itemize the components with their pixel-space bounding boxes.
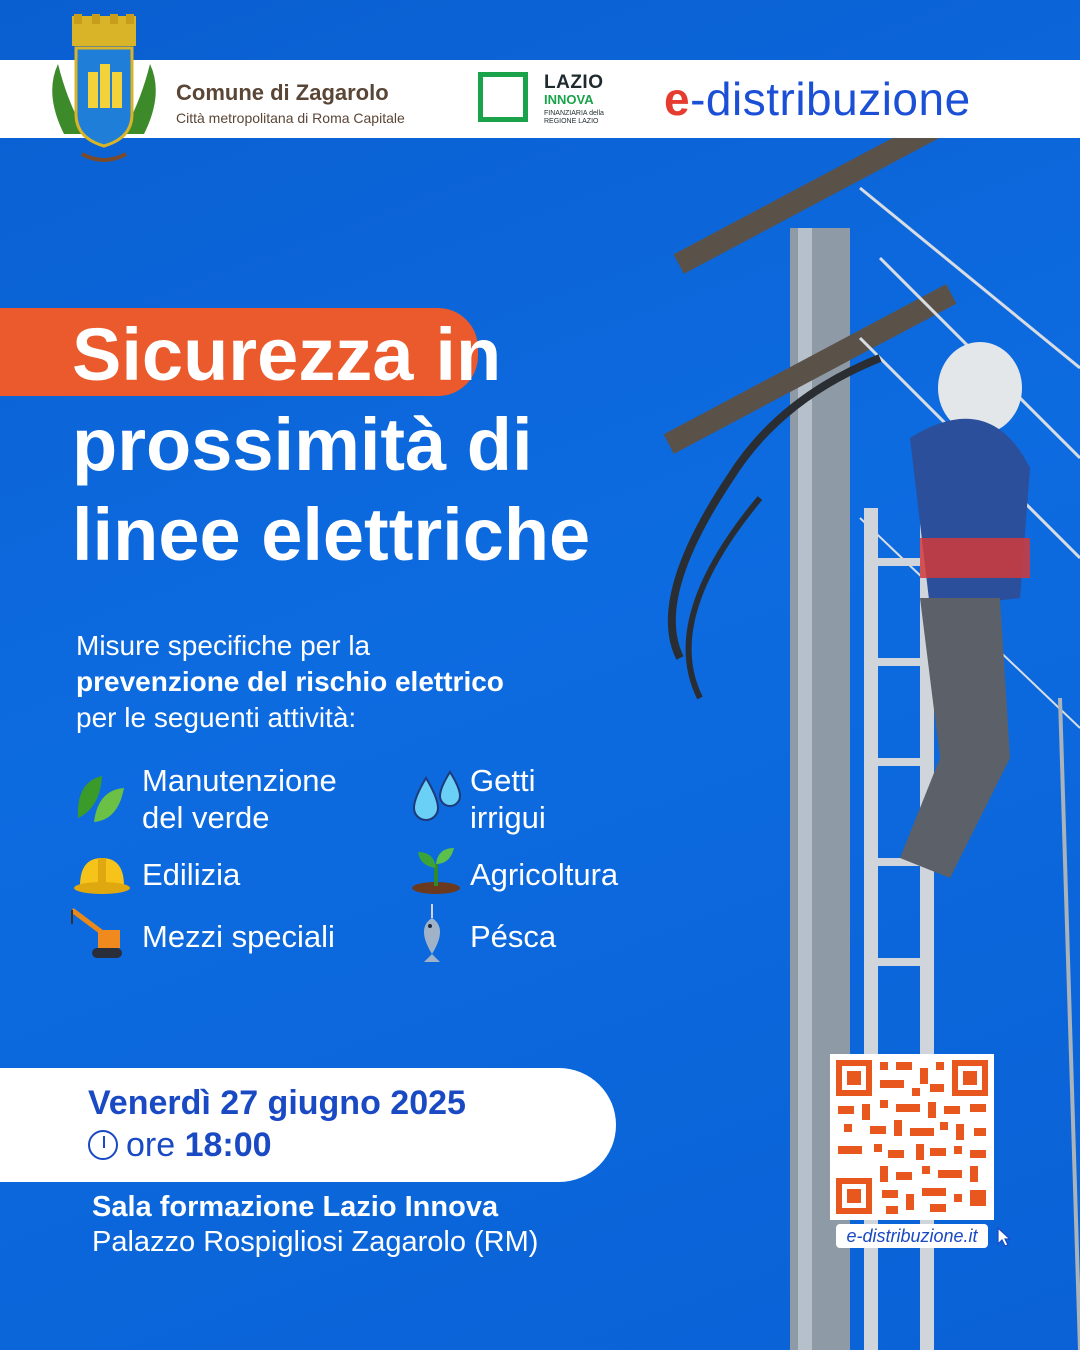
comune-subtitle: Città metropolitana di Roma Capitale	[176, 110, 405, 126]
event-venue	[92, 1190, 538, 1260]
seedling-icon	[408, 842, 466, 900]
activity-getti-irrigui	[470, 762, 546, 836]
lazio-innova-line1: LAZIO	[544, 72, 604, 93]
title-line-2: prossimità di	[72, 403, 533, 486]
activity-pesca	[470, 918, 556, 955]
comune-logo-text	[176, 80, 405, 126]
e-distribuzione-e: e	[664, 73, 691, 125]
title-line-1	[72, 310, 590, 400]
activity-manutenzione	[142, 762, 337, 836]
activity-mezzi-speciali	[142, 918, 335, 955]
intro-line-2: prevenzione del rischio elettrico	[76, 666, 504, 697]
clock-icon	[88, 1130, 118, 1160]
qr-link-label[interactable]: e-distribuzione.it	[836, 1224, 988, 1248]
activity-edilizia	[142, 856, 240, 893]
event-time-value: 18:00	[184, 1126, 272, 1164]
crane-icon	[68, 904, 126, 962]
activity-label: Getti	[470, 763, 536, 798]
hard-hat-icon	[72, 846, 130, 904]
activity-label: irrigui	[470, 800, 546, 835]
title-highlight-word: Sicurezza	[72, 313, 414, 396]
e-distribuzione-text: -distribuzione	[690, 73, 971, 125]
intro-line-3: per le seguenti attività:	[76, 702, 357, 733]
intro-line-1: Misure specifiche per la	[76, 630, 371, 661]
venue-address: Palazzo Rospigliosi Zagarolo (RM)	[92, 1226, 539, 1258]
activity-label: Agricoltura	[470, 857, 619, 892]
event-time	[88, 1126, 272, 1165]
water-drops-icon	[408, 768, 466, 826]
event-date: Venerdì 27 giugno 2025	[88, 1084, 466, 1122]
zagarolo-crest-icon	[42, 14, 166, 174]
lazio-innova-logo	[476, 68, 626, 130]
comune-name: Comune di Zagarolo	[176, 80, 389, 105]
venue-name: Sala formazione Lazio Innova	[92, 1191, 499, 1223]
lazio-innova-line3: FINANZIARIA della REGIONE LAZIO	[544, 110, 604, 125]
lazio-innova-line2: INNOVA	[544, 92, 594, 107]
fish-icon	[408, 904, 466, 962]
activity-label: del verde	[142, 800, 270, 835]
e-distribuzione-logo	[664, 72, 971, 126]
lazio-innova-mark-icon	[478, 72, 528, 122]
qr-code[interactable]	[830, 1054, 994, 1220]
activity-label: Pésca	[470, 919, 557, 954]
leaf-icon	[72, 768, 130, 826]
title-line-1-rest: in	[435, 313, 502, 396]
activity-label: Mezzi speciali	[142, 919, 335, 954]
title-line-3: linee elettriche	[72, 493, 591, 576]
cursor-click-icon	[990, 1222, 1016, 1248]
intro-text	[76, 628, 504, 736]
activity-agricoltura	[470, 856, 618, 893]
page-title	[72, 310, 590, 580]
activity-label: Manutenzione	[142, 763, 337, 798]
event-time-prefix: ore	[126, 1126, 176, 1164]
activity-label: Edilizia	[142, 857, 241, 892]
